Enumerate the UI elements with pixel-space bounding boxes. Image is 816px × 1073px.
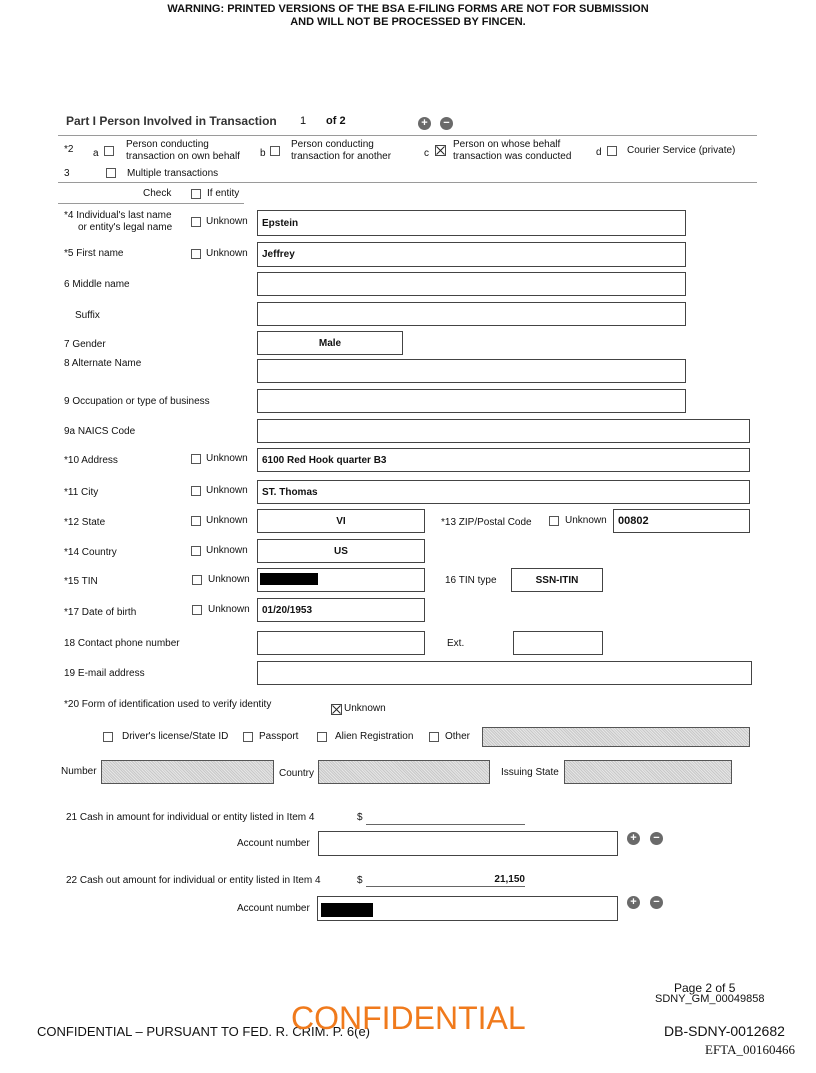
tin-label: *15 TIN	[64, 576, 98, 587]
cash-out-account-field[interactable]	[317, 896, 618, 921]
passport-checkbox[interactable]	[243, 732, 253, 742]
item2-b-label-2: transaction for another	[291, 151, 392, 162]
remove-person-button[interactable]: −	[440, 117, 453, 130]
if-entity-checkbox[interactable]	[191, 189, 201, 199]
ext-field[interactable]	[513, 631, 603, 655]
first-name-unknown-checkbox[interactable]	[191, 249, 201, 259]
city-unknown-checkbox[interactable]	[191, 486, 201, 496]
other-description-field[interactable]	[482, 727, 750, 747]
email-label: 19 E-mail address	[64, 668, 145, 679]
item2-d-checkbox[interactable]	[607, 146, 617, 156]
warning-line-2: AND WILL NOT BE PROCESSED BY FINCEN.	[290, 16, 526, 28]
check-label: Check	[143, 188, 172, 199]
item2-a-label-2: transaction on own behalf	[126, 151, 240, 162]
issuing-state-label: Issuing State	[501, 767, 559, 778]
warning-line-1: WARNING: PRINTED VERSIONS OF THE BSA E-FILING FORMS ARE NOT FOR SUBMISSION	[167, 3, 649, 15]
zip-unknown-checkbox[interactable]	[549, 516, 559, 526]
cash-out-remove-button[interactable]: −	[650, 896, 663, 909]
identification-unknown-checkbox-checked[interactable]	[331, 704, 342, 715]
cash-out-amount-field[interactable]: 21,150	[366, 874, 525, 887]
db-sdny-number: DB-SDNY-0012682	[664, 1023, 785, 1039]
sdny-gm-number: SDNY_GM_00049858	[655, 993, 765, 1005]
cash-in-account-label: Account number	[237, 838, 310, 849]
cash-out-account-label: Account number	[237, 903, 310, 914]
state-unknown-label: Unknown	[206, 515, 248, 526]
cash-in-account-field[interactable]	[318, 831, 618, 856]
address-label: *10 Address	[64, 455, 118, 466]
item2-c-label-2: transaction was conducted	[453, 151, 572, 162]
item2-d-letter: d	[596, 147, 602, 158]
address-unknown-checkbox[interactable]	[191, 454, 201, 464]
id-number-label: Number	[61, 766, 97, 777]
state-unknown-checkbox[interactable]	[191, 516, 201, 526]
item2-a-checkbox[interactable]	[104, 146, 114, 156]
country-field[interactable]: US	[257, 539, 425, 563]
dob-unknown-label: Unknown	[208, 604, 250, 615]
tin-unknown-checkbox[interactable]	[192, 575, 202, 585]
gender-field[interactable]: Male	[257, 331, 403, 355]
alien-registration-checkbox[interactable]	[317, 732, 327, 742]
state-label: *12 State	[64, 517, 106, 528]
account-number-redaction	[321, 903, 373, 917]
item2-a-letter: a	[93, 148, 99, 159]
if-entity-label: If entity	[207, 188, 240, 199]
dob-field[interactable]: 01/20/1953	[257, 598, 425, 622]
last-name-label-2: or entity's legal name	[78, 222, 173, 233]
gender-label: 7 Gender	[64, 339, 106, 350]
first-name-unknown-label: Unknown	[206, 248, 248, 259]
dob-unknown-checkbox[interactable]	[192, 605, 202, 615]
id-country-field[interactable]	[318, 760, 490, 784]
cash-in-add-button[interactable]: +	[627, 832, 640, 845]
issuing-state-field[interactable]	[564, 760, 732, 784]
city-label: *11 City	[64, 487, 99, 498]
suffix-label: Suffix	[75, 310, 100, 321]
item3-number: 3	[64, 168, 70, 179]
last-name-label-1: *4 Individual's last name	[64, 210, 172, 221]
item2-b-checkbox[interactable]	[270, 146, 280, 156]
dob-label: *17 Date of birth	[64, 607, 137, 618]
country-unknown-checkbox[interactable]	[191, 546, 201, 556]
tin-type-field[interactable]: SSN-ITIN	[511, 568, 603, 592]
alien-registration-label: Alien Registration	[335, 731, 414, 742]
city-unknown-label: Unknown	[206, 485, 248, 496]
identification-label: *20 Form of identification used to verify identity	[64, 699, 272, 710]
email-field[interactable]	[257, 661, 752, 685]
passport-label: Passport	[259, 731, 299, 742]
first-name-label: *5 First name	[64, 248, 124, 259]
middle-name-field[interactable]	[257, 272, 686, 296]
first-name-field[interactable]: Jeffrey	[257, 242, 686, 267]
part-divider-mid	[58, 182, 757, 183]
naics-field[interactable]	[257, 419, 750, 443]
zip-label: *13 ZIP/Postal Code	[441, 517, 532, 528]
state-field[interactable]: VI	[257, 509, 425, 533]
cash-in-amount-field[interactable]	[366, 812, 525, 825]
other-label: Other	[445, 731, 471, 742]
occupation-field[interactable]	[257, 389, 686, 413]
part-of-label: of 2	[326, 115, 346, 127]
tin-unknown-label: Unknown	[208, 574, 250, 585]
tin-field[interactable]	[257, 568, 425, 592]
last-name-field[interactable]: Epstein	[257, 210, 686, 236]
cash-in-currency: $	[357, 812, 363, 823]
middle-name-label: 6 Middle name	[64, 279, 130, 290]
suffix-field[interactable]	[257, 302, 686, 326]
country-label: *14 Country	[64, 547, 117, 558]
entity-divider	[58, 203, 244, 204]
part-title: Part I Person Involved in Transaction	[66, 114, 277, 128]
address-unknown-label: Unknown	[206, 453, 248, 464]
cash-out-label: 22 Cash out amount for individual or entity listed in Item 4	[66, 875, 321, 886]
item2-b-letter: b	[260, 148, 266, 159]
id-country-label: Country	[279, 768, 315, 779]
tin-type-label: 16 TIN type	[445, 575, 497, 586]
identification-unknown-label: Unknown	[344, 703, 386, 714]
alternate-name-field[interactable]	[257, 359, 686, 383]
phone-field[interactable]	[257, 631, 425, 655]
naics-label: 9a NAICS Code	[64, 426, 136, 437]
drivers-license-label: Driver's license/State ID	[122, 731, 229, 742]
cash-in-remove-button[interactable]: −	[650, 832, 663, 845]
alternate-name-label: 8 Alternate Name	[64, 358, 142, 369]
item2-c-label-1: Person on whose behalf	[453, 139, 561, 150]
tin-redaction	[260, 573, 318, 585]
item2-b-label-1: Person conducting	[291, 139, 374, 150]
city-field[interactable]: ST. Thomas	[257, 480, 750, 504]
last-name-unknown-label: Unknown	[206, 216, 248, 227]
zip-unknown-label: Unknown	[565, 515, 607, 526]
part-divider-top	[58, 135, 757, 136]
ext-label: Ext.	[447, 638, 465, 649]
drivers-license-checkbox[interactable]	[103, 732, 113, 742]
confidential-notice: CONFIDENTIAL – PURSUANT TO FED. R. CRIM. P. 6(e)	[37, 1024, 371, 1039]
zip-field[interactable]: 00802	[613, 509, 750, 533]
country-unknown-label: Unknown	[206, 545, 248, 556]
phone-label: 18 Contact phone number	[64, 638, 180, 649]
cash-in-label: 21 Cash in amount for individual or entity listed in Item 4	[66, 812, 315, 823]
item2-c-checkbox-checked[interactable]	[435, 145, 446, 156]
item2-a-label-1: Person conducting	[126, 139, 209, 150]
item3-label: Multiple transactions	[127, 168, 219, 179]
add-person-button[interactable]: +	[418, 117, 431, 130]
last-name-unknown-checkbox[interactable]	[191, 217, 201, 227]
item2-number: *2	[64, 144, 74, 155]
confidential-stamp: CONFIDENTIAL	[291, 1000, 526, 1036]
item2-d-label: Courier Service (private)	[627, 145, 736, 156]
page-number: Page 2 of 5	[674, 981, 736, 995]
item3-checkbox[interactable]	[106, 168, 116, 178]
id-number-field[interactable]	[101, 760, 274, 784]
occupation-label: 9 Occupation or type of business	[64, 396, 210, 407]
cash-out-add-button[interactable]: +	[627, 896, 640, 909]
item2-c-letter: c	[424, 148, 429, 159]
part-number: 1	[300, 115, 307, 127]
efta-number: EFTA_00160466	[705, 1042, 795, 1057]
address-field[interactable]: 6100 Red Hook quarter B3	[257, 448, 750, 472]
cash-out-currency: $	[357, 875, 363, 886]
other-checkbox[interactable]	[429, 732, 439, 742]
